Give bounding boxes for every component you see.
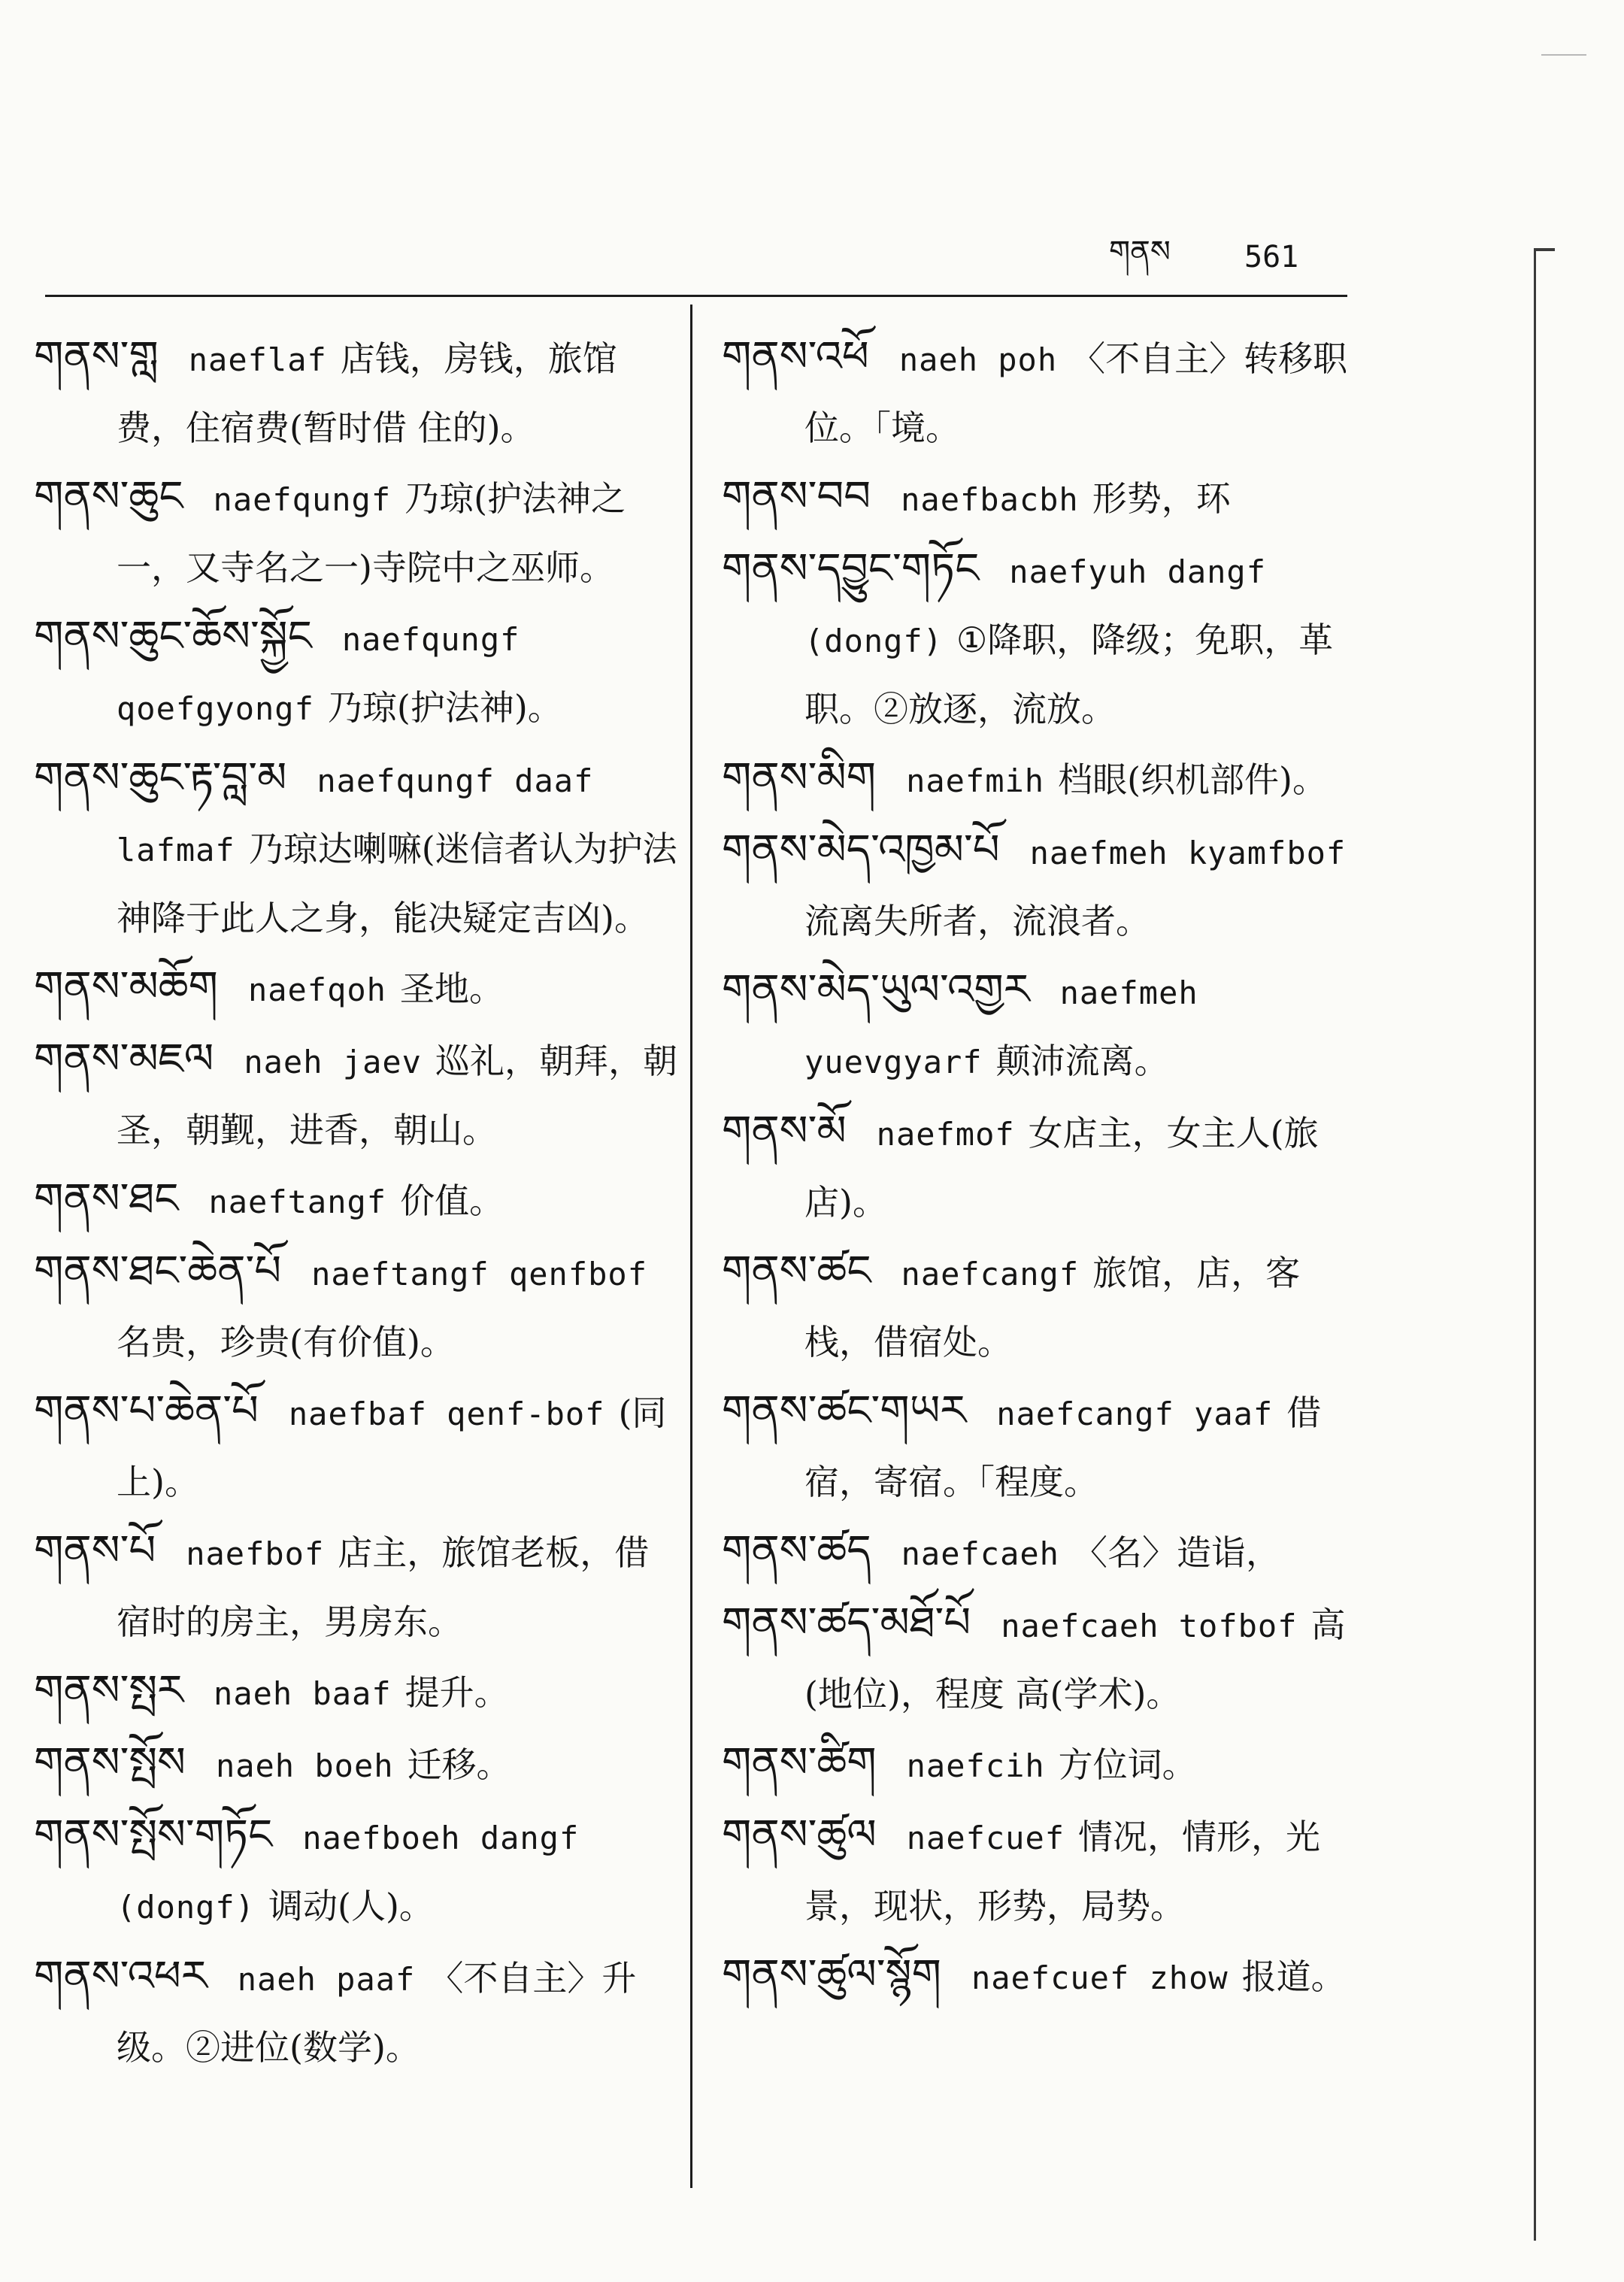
entry-definition: 店主，旅馆老板，借宿时的房主，男房东。 [117, 1532, 650, 1642]
headword-romanization: naefcaeh [901, 1535, 1059, 1572]
dictionary-entry [34, 953, 680, 1024]
dictionary-entry [722, 535, 1368, 743]
entry-definition: 报道。 [1241, 1956, 1346, 1997]
headword-tibetan: གནས་དབྱུང་གཏོང [722, 544, 980, 593]
entry-definition: 旅馆，店，客栈，借宿处。 [804, 1253, 1301, 1362]
headword-romanization: naefcih [906, 1747, 1045, 1784]
headword-romanization: naefboeh dangf (dongf) [117, 1820, 580, 1926]
headword-tibetan: གནས་ཚུལ [722, 1811, 877, 1859]
column-divider [690, 305, 692, 2188]
dictionary-entry [722, 463, 1368, 534]
headword-romanization: naefcuef zhow [971, 1959, 1229, 1996]
entry-definition: 形势，环 [1092, 478, 1231, 519]
headword-romanization: naeflaf [188, 341, 327, 378]
left-column [34, 323, 680, 2083]
dictionary-entry [34, 323, 680, 462]
entry-definition: 价值。 [400, 1180, 504, 1221]
dictionary-entry [34, 1729, 680, 1800]
dictionary-entry [34, 1802, 680, 1941]
headword-tibetan: གནས་ཚད [722, 1526, 871, 1575]
dictionary-entry [722, 744, 1368, 815]
running-head: གནས [1109, 235, 1171, 269]
entry-definition: (同上)。 [117, 1393, 667, 1502]
dictionary-entry [34, 1026, 680, 1164]
headword-tibetan: གནས་མོ [722, 1107, 847, 1156]
entry-definition: 档眼(织机部件)。 [1058, 759, 1327, 800]
headword-romanization: naefyuh dangf (dongf) [804, 553, 1267, 659]
entry-definition: 圣地。 [399, 968, 504, 1009]
headword-romanization: naefbof [186, 1535, 325, 1572]
page-edge-mark [1541, 54, 1586, 56]
entry-definition: 女店主，女主人(旅店)。 [804, 1113, 1319, 1223]
entry-definition: 方位词。 [1058, 1744, 1197, 1785]
entry-definition: 流离失所者，流浪者。 [804, 901, 1150, 941]
headword-tibetan: གནས་སྤོས [34, 1738, 186, 1787]
headword-tibetan: གནས་མེད་ཡུལ་འགྱར [722, 965, 1030, 1014]
dictionary-entry [34, 1943, 680, 2081]
headword-romanization: naefqungf [213, 481, 392, 518]
headword-tibetan: གནས་མཆོག [34, 962, 218, 1011]
headword-tibetan: གནས་ཚང་གཡར [722, 1386, 967, 1435]
headword-tibetan: གནས་པ་ཆེན་པོ [34, 1386, 259, 1435]
headword-tibetan: གནས་ཚད་མཐོ་པོ [722, 1599, 971, 1647]
headword-tibetan: གནས་བབ [722, 472, 871, 521]
headword-romanization: naefcuef [906, 1820, 1065, 1856]
right-column [722, 323, 1368, 2014]
headword-romanization: naefqungf qoefgyongf [117, 621, 520, 727]
headword-romanization: naefmih [906, 762, 1045, 799]
headword-tibetan: གནས་སྤོས་གཏོང [34, 1811, 273, 1859]
headword-tibetan: གནས་ཚིག [722, 1738, 877, 1787]
entry-definition: 乃琼(护法神之一，又寺名之一)寺院中之巫师。 [117, 478, 626, 588]
dictionary-entry [722, 1941, 1368, 2012]
entry-definition: 巡礼，朝拜，朝圣，朝觐，进香，朝山。 [117, 1041, 677, 1150]
dictionary-entry [722, 1729, 1368, 1800]
entry-definition: 高(地位)，程度 高(学术)。 [804, 1605, 1346, 1714]
headword-romanization: naeh poh [898, 341, 1058, 378]
headword-romanization: naeh jaev [244, 1044, 422, 1080]
entry-definition: 名贵，珍贵(有价值)。 [117, 1322, 455, 1362]
dictionary-entry [722, 323, 1368, 462]
headword-romanization: naeh boeh [215, 1747, 394, 1784]
headword-romanization: naefbaf qenf-bof [288, 1396, 605, 1432]
headword-tibetan: གནས་ཆུང་ཆོས་སྐྱོང [34, 612, 312, 661]
headword-tibetan: གནས་ཆུང་རྟ་བླ་མ [34, 753, 287, 802]
dictionary-entry [722, 1802, 1368, 1940]
entry-definition: 〈不自主〉升级。②进位(数学)。 [117, 1958, 637, 2068]
headword-tibetan: གནས་མེད་འཁྱམ་པོ [722, 826, 1000, 874]
dictionary-entry [722, 1377, 1368, 1516]
entry-definition: 乃琼达喇嘛(迷信者认为护法神降于此人之身，能决疑定吉凶)。 [117, 829, 677, 938]
entry-definition: 情况，情形，光景，现状，形势，局势。 [804, 1817, 1321, 1926]
headword-tibetan: གནས་པོ [34, 1526, 156, 1575]
entry-definition: 提升。 [404, 1672, 509, 1713]
entry-definition: 乃琼(护法神)。 [327, 687, 562, 728]
headword-romanization: naefmeh kyamfbof [1029, 835, 1347, 871]
headword-tibetan: གནས་ཆུང [34, 472, 183, 521]
entry-definition: 〈名〉造诣， [1072, 1532, 1280, 1573]
headword-tibetan: གནས་ཚང [722, 1247, 871, 1296]
dictionary-entry [34, 744, 680, 952]
entry-definition: 借宿，寄宿。「程度。 [804, 1393, 1322, 1502]
dictionary-entry [34, 1657, 680, 1728]
headword-tibetan: གནས་སྤར [34, 1666, 184, 1715]
dictionary-entry [722, 1590, 1368, 1728]
dictionary-entry [722, 817, 1368, 955]
dictionary-entry [34, 1517, 680, 1656]
headword-romanization: naefbacbh [901, 481, 1079, 518]
headword-romanization: naefcaeh tofbof [1001, 1608, 1298, 1644]
entry-definition: 迁移。 [407, 1744, 511, 1785]
headword-romanization: naefcangf [901, 1256, 1080, 1293]
headword-tibetan: གནས་ཐང [34, 1174, 179, 1223]
headword-romanization: naeftangf qenfbof [311, 1256, 647, 1293]
headword-tibetan: གནས་གླ [34, 332, 159, 381]
headword-romanization: naeh paaf [237, 1961, 416, 1998]
dictionary-entry [34, 1165, 680, 1236]
header-rule [45, 295, 1347, 297]
dictionary-entry [34, 1377, 680, 1516]
headword-romanization: naeftangf [208, 1183, 387, 1220]
headword-romanization: naeh baaf [214, 1675, 392, 1712]
headword-romanization: naefqoh [247, 971, 386, 1008]
headword-tibetan: གནས་འཕར [34, 1952, 208, 2001]
dictionary-entry [34, 1238, 680, 1376]
headword-romanization: naefmof [876, 1116, 1015, 1153]
dictionary-entry [722, 1098, 1368, 1236]
headword-romanization: naefmeh yuevgyarf [804, 974, 1198, 1080]
entry-definition: ①降职，降级；免职，革职。②放逐，流放。 [804, 620, 1334, 729]
entry-definition: 店钱，房钱，旅馆费，住宿费(暂时借 住的)。 [117, 338, 617, 448]
dictionary-entry [34, 603, 680, 743]
dictionary-entry [722, 956, 1368, 1096]
entry-definition: 调动(人)。 [268, 1886, 434, 1926]
dictionary-entry [722, 1238, 1368, 1376]
headword-tibetan: གནས་ཚུལ་སྙོག [722, 1950, 941, 1999]
dictionary-entry [722, 1517, 1368, 1588]
entry-definition: 颠沛流离。 [995, 1041, 1169, 1081]
entry-definition: 〈不自主〉转移职位。「境。 [804, 338, 1348, 448]
page-edge-binding [1534, 248, 1555, 2241]
headword-romanization: naefcangf yaaf [996, 1396, 1274, 1432]
headword-romanization: naefqungf daaf lafmaf [117, 762, 594, 868]
headword-tibetan: གནས་མིག [722, 753, 877, 802]
page-number: 561 [1244, 240, 1299, 274]
headword-tibetan: གནས་འཕོ [722, 332, 869, 381]
headword-tibetan: གནས་ཐང་ཆེན་པོ [34, 1247, 282, 1296]
dictionary-entry [34, 463, 680, 602]
headword-tibetan: གནས་མཇལ [34, 1035, 214, 1083]
